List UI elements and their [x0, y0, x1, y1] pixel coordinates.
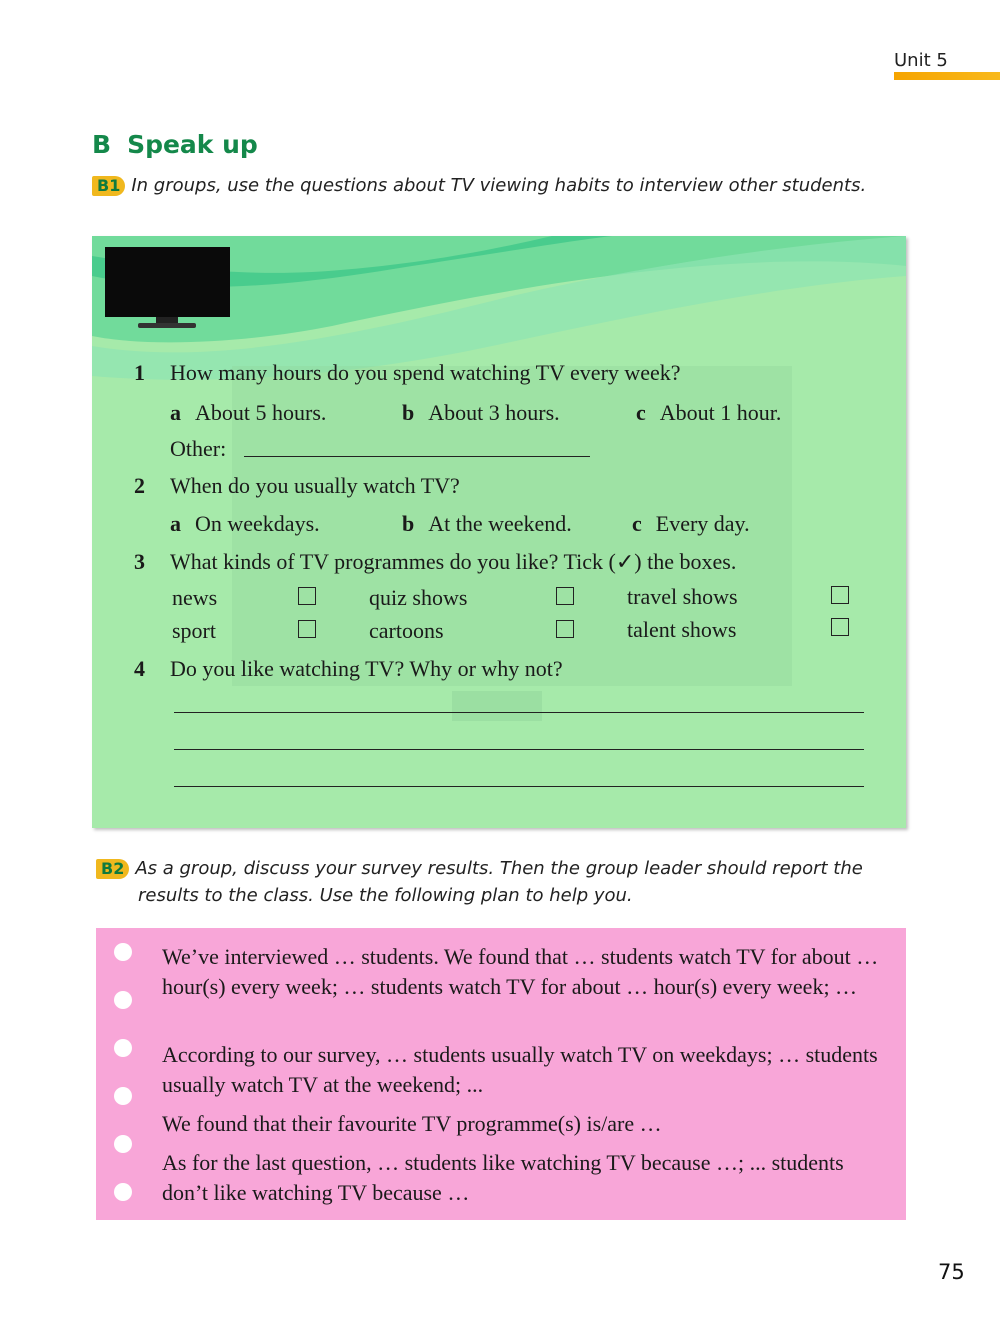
question-1	[134, 360, 681, 386]
programme-travel-shows-checkbox[interactable]	[831, 586, 849, 604]
plan-item-1: We’ve interviewed … students. We found that … students watch TV for about … hour(s) every week; … students watch TV for about … hour(s) every week; …	[162, 944, 879, 999]
bullet-icon	[114, 1087, 132, 1105]
programme-quiz-shows-label: quiz shows	[369, 585, 468, 610]
q2-option-c	[632, 511, 750, 537]
q2-option-b-letter: b	[402, 511, 415, 536]
question-2	[134, 473, 460, 499]
question-4	[134, 656, 563, 682]
section-title	[92, 130, 258, 159]
b2-instruction	[96, 855, 896, 909]
programme-talent-shows-checkbox[interactable]	[831, 618, 849, 636]
question-3-number: 3	[134, 549, 145, 574]
programme-quiz-shows-checkbox[interactable]	[556, 587, 574, 605]
unit-accent-bar	[894, 72, 1000, 80]
q2-option-b	[402, 511, 572, 537]
q4-answer-line-3[interactable]	[174, 786, 864, 787]
question-1-number: 1	[134, 360, 145, 385]
q1-option-c-text: About 1 hour.	[659, 400, 782, 425]
programme-cartoons-checkbox[interactable]	[556, 620, 574, 638]
q2-option-c-letter: c	[632, 511, 642, 536]
q1-option-c	[636, 400, 781, 426]
b1-instruction-text: In groups, use the questions about TV viewing habits to interview other students.	[131, 175, 867, 196]
b1-tag: B1	[92, 176, 125, 196]
q1-option-b-letter: b	[402, 400, 415, 425]
q2-option-a-text: On weekdays.	[195, 511, 320, 536]
question-3	[134, 549, 736, 575]
q1-option-c-letter: c	[636, 400, 646, 425]
section-letter: B	[92, 130, 112, 159]
page-number: 75	[938, 1260, 965, 1284]
bullet-icon	[114, 1183, 132, 1201]
unit-header	[894, 50, 1000, 80]
q1-option-a-text: About 5 hours.	[195, 400, 327, 425]
bullet-icon	[114, 991, 132, 1009]
question-4-number: 4	[134, 656, 145, 681]
q2-option-a	[170, 511, 320, 537]
tv-icon	[104, 246, 232, 330]
report-plan-box	[96, 928, 906, 1220]
q4-answer-line-1[interactable]	[174, 712, 864, 713]
question-2-number: 2	[134, 473, 145, 498]
programme-news-label: news	[172, 585, 218, 610]
question-2-text: When do you usually watch TV?	[170, 473, 460, 498]
b2-instruction-line-2: results to the class. Use the following plan to help you.	[138, 885, 633, 906]
programme-sport-label: sport	[172, 618, 216, 643]
b1-instruction	[92, 175, 972, 196]
q1-other-label: Other:	[170, 436, 227, 461]
programme-cartoons-label: cartoons	[369, 618, 444, 643]
question-4-text: Do you like watching TV? Why or why not?	[170, 656, 563, 681]
question-1-text: How many hours do you spend watching TV every week?	[170, 360, 681, 385]
programme-sport-checkbox[interactable]	[298, 620, 316, 638]
plan-item-4: As for the last question, … students like watching TV because …; ... students don’t like watching TV because …	[162, 1150, 844, 1205]
bullet-icon	[114, 943, 132, 961]
q1-option-b-text: About 3 hours.	[428, 400, 560, 425]
question-3-text: What kinds of TV programmes do you like? Tick (✓) the boxes.	[170, 549, 737, 574]
b2-instruction-line-1: As a group, discuss your survey results. Then the group leader should report the	[135, 858, 863, 879]
programme-travel-shows-label: travel shows	[627, 584, 738, 609]
section-heading: Speak up	[127, 130, 258, 159]
survey-card	[92, 236, 906, 828]
q2-option-b-text: At the weekend.	[428, 511, 572, 536]
plan-item-2: According to our survey, … students usually watch TV on weekdays; … students usually watch TV at the weekend; ...	[162, 1042, 878, 1097]
programme-talent-shows-label: talent shows	[627, 617, 737, 642]
plan-item-3: We found that their favourite TV programme(s) is/are …	[162, 1111, 662, 1136]
b2-tag: B2	[96, 859, 129, 879]
bullet-icon	[114, 1135, 132, 1153]
programme-news-checkbox[interactable]	[298, 587, 316, 605]
q4-answer-line-2[interactable]	[174, 749, 864, 750]
q1-option-a	[170, 400, 326, 426]
q2-option-a-letter: a	[170, 511, 181, 536]
unit-label: Unit 5	[894, 50, 948, 71]
q2-option-c-text: Every day.	[655, 511, 750, 536]
q1-option-b	[402, 400, 560, 426]
q1-option-a-letter: a	[170, 400, 181, 425]
bullet-icon	[114, 1039, 132, 1057]
q1-other-answer-line[interactable]	[244, 456, 590, 457]
